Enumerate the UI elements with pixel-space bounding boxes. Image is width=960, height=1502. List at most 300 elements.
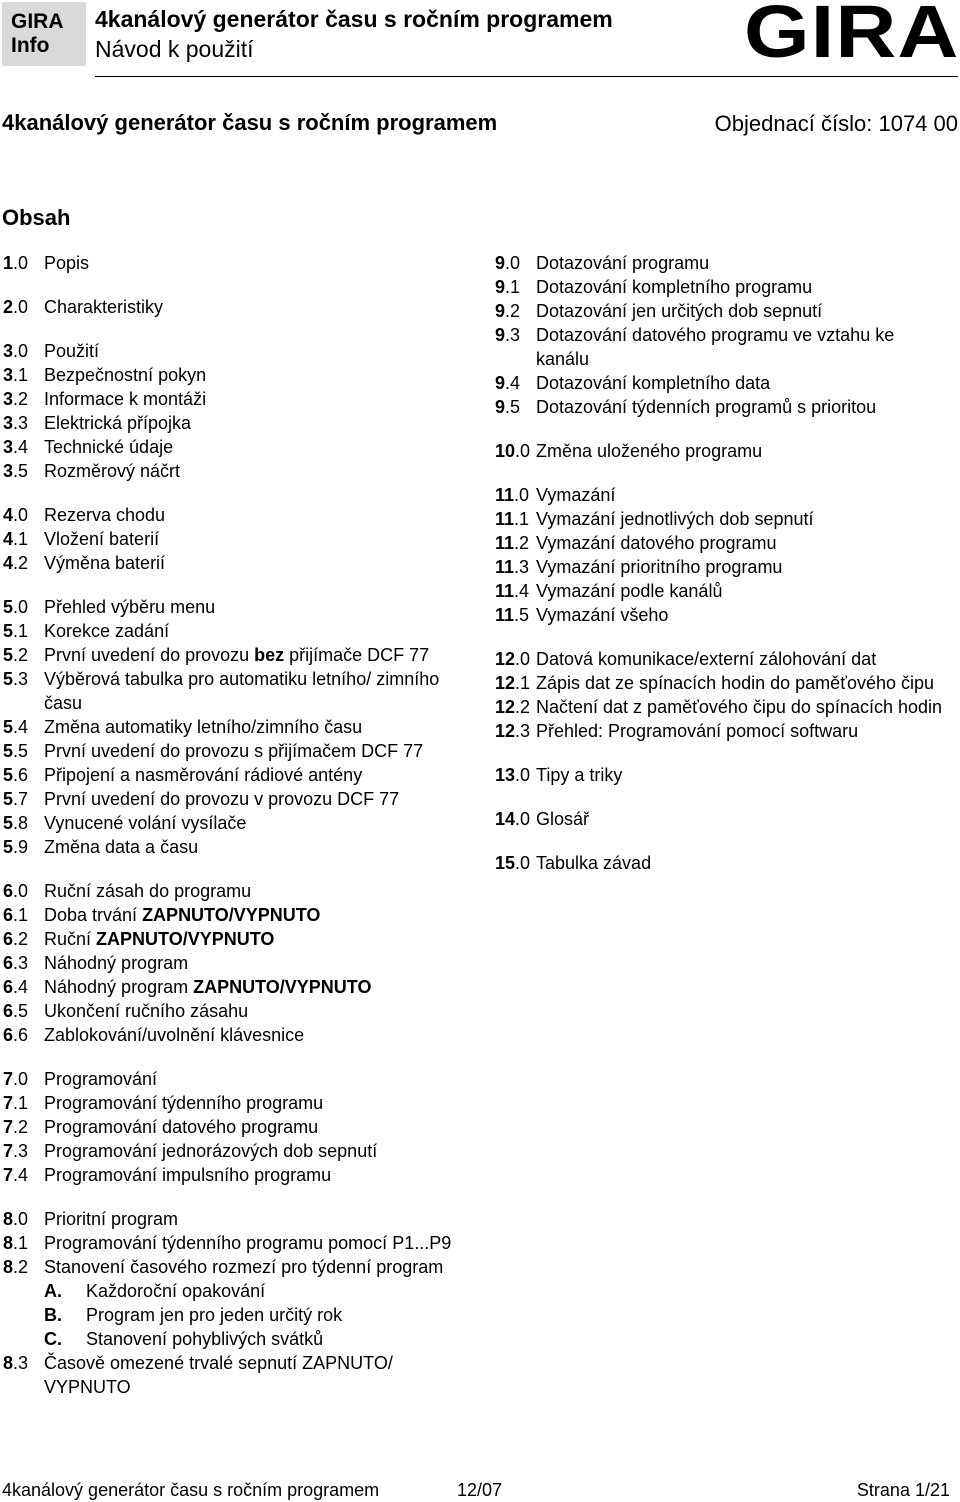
toc-entry-text <box>44 927 473 951</box>
toc-entry-number <box>3 527 44 551</box>
toc-entry[interactable] <box>3 251 473 275</box>
toc-entry-label: Ruční <box>44 929 97 949</box>
toc-entry-label: Vymazání datového programu <box>536 533 777 553</box>
toc-entry[interactable] <box>3 1163 473 1187</box>
toc-number-minor: .5 <box>505 397 521 417</box>
toc-entry-text <box>44 787 473 811</box>
toc-number-minor: .3 <box>505 325 521 345</box>
toc-entry-number <box>495 579 536 603</box>
toc-entry-text <box>44 411 473 435</box>
toc-entry-number <box>3 999 44 1023</box>
toc-number-minor: .1 <box>515 673 531 693</box>
toc-entry-label: Programování týdenního programu pomocí P1...P9 <box>44 1233 452 1253</box>
toc-entry-number <box>3 595 44 619</box>
toc-entry[interactable] <box>495 763 950 787</box>
toc-number-minor: .2 <box>515 697 531 717</box>
toc-entry-number <box>3 835 44 859</box>
toc-section <box>3 503 473 575</box>
header-title-line-1: 4kanálový generátor času s ročním programem <box>95 6 613 32</box>
toc-number-minor: .0 <box>515 853 531 873</box>
toc-number-minor: .4 <box>13 437 29 457</box>
toc-entry-number <box>3 1091 44 1115</box>
toc-entry[interactable] <box>495 851 950 875</box>
toc-entry[interactable] <box>3 387 473 411</box>
toc-entry-number <box>3 503 44 527</box>
toc-entry-text <box>536 531 950 555</box>
toc-entry-text <box>536 251 950 275</box>
toc-number-minor: .0 <box>515 441 531 461</box>
header-divider <box>95 76 958 77</box>
toc-number-minor: .4 <box>514 581 530 601</box>
toc-entry-label: Dotazování jen určitých dob sepnutí <box>536 301 823 321</box>
toc-number-minor: .0 <box>13 297 29 317</box>
toc-entry[interactable] <box>495 483 950 507</box>
toc-entry-number <box>3 811 44 835</box>
toc-entry-text <box>44 1067 473 1091</box>
toc-entry-label: Použití <box>44 341 100 361</box>
toc-entry[interactable] <box>3 835 473 859</box>
toc-entry-label: Přehled výběru menu <box>44 597 216 617</box>
toc-number-major: 9 <box>495 253 506 273</box>
toc-entry[interactable] <box>3 595 473 619</box>
toc-entry[interactable] <box>3 435 473 459</box>
toc-entry[interactable] <box>3 1139 473 1163</box>
toc-entry-label: Stanovení časového rozmezí pro týdenní program <box>44 1257 444 1277</box>
toc-number-major: 7 <box>3 1117 14 1137</box>
toc-entry-number <box>3 251 44 275</box>
toc-number-major: 8 <box>3 1257 14 1277</box>
toc-number-major: 6 <box>3 1001 14 1021</box>
toc-entry-text <box>44 1091 473 1115</box>
toc-entry-number <box>3 763 44 787</box>
toc-section <box>495 251 950 419</box>
toc-number-minor: .0 <box>13 505 29 525</box>
toc-entry-number <box>3 903 44 927</box>
toc-entry-number <box>3 787 44 811</box>
toc-entry-label: Programování týdenního programu <box>44 1093 324 1113</box>
toc-entry[interactable] <box>3 551 473 575</box>
toc-entry-label: Bezpečnostní pokyn <box>44 365 207 385</box>
toc-entry-label: Vložení baterií <box>44 529 160 549</box>
toc-number-major: 5 <box>3 741 14 761</box>
toc-entry-label: Načtení dat z paměťového čipu do spínacích hodin <box>536 697 943 717</box>
toc-entry-text <box>44 999 473 1023</box>
toc-entry-number <box>3 387 44 411</box>
toc-entry-number <box>495 531 536 555</box>
toc-entry-label: Rezerva chodu <box>44 505 166 525</box>
toc-entry[interactable] <box>495 323 950 371</box>
toc-entry[interactable] <box>495 371 950 395</box>
toc-entry-label: Vymazání prioritního programu <box>536 557 783 577</box>
toc-entry-text <box>44 1023 473 1047</box>
toc-entry-label: Vymazání <box>536 485 616 505</box>
toc-entry-text <box>536 439 950 463</box>
toc-section <box>495 483 950 627</box>
toc-entry[interactable] <box>3 1231 473 1255</box>
toc-entry-label: Časově omezené trvalé sepnutí ZAPNUTO/ VYPNUTO <box>44 1353 393 1397</box>
toc-subentry[interactable] <box>3 1303 473 1327</box>
gira-logo: GIRA <box>744 0 960 73</box>
toc-number-major: 2 <box>3 297 14 317</box>
toc-number-major: 5 <box>3 717 14 737</box>
toc-number-major: 1 <box>3 253 14 273</box>
toc-entry-number <box>495 555 536 579</box>
toc-section <box>495 851 950 875</box>
toc-number-minor: .5 <box>13 741 29 761</box>
toc-entry-number <box>3 619 44 643</box>
toc-entry-label: Datová komunikace/externí zálohování dat <box>536 649 877 669</box>
toc-number-minor: .2 <box>13 1117 29 1137</box>
toc-subentry-letter: A. <box>44 1281 62 1301</box>
toc-entry-number <box>495 671 536 695</box>
toc-number-major: 8 <box>3 1353 14 1373</box>
toc-entry-text <box>44 1255 473 1279</box>
toc-number-minor: .4 <box>13 977 29 997</box>
toc-entry-label: Programování jednorázových dob sepnutí <box>44 1141 378 1161</box>
toc-entry[interactable] <box>495 579 950 603</box>
toc-entry-number <box>3 667 44 715</box>
toc-entry-emphasis: ZAPNUTO/VYPNUTO <box>142 905 321 925</box>
toc-entry-text <box>44 435 473 459</box>
toc-entry-number <box>495 695 536 719</box>
toc-entry-label: Prioritní program <box>44 1209 179 1229</box>
toc-entry[interactable] <box>3 739 473 763</box>
toc-entry-label: Rozměrový náčrt <box>44 461 181 481</box>
toc-number-major: 13 <box>495 765 516 785</box>
toc-number-minor: .0 <box>515 809 531 829</box>
toc-number-major: 12 <box>495 673 516 693</box>
toc-section <box>3 295 473 319</box>
toc-entry-number <box>495 603 536 627</box>
toc-entry-label: Náhodný program <box>44 977 194 997</box>
toc-number-minor: .7 <box>13 789 29 809</box>
toc-entry[interactable] <box>3 879 473 903</box>
toc-entry-text <box>44 951 473 975</box>
toc-entry-text <box>536 555 950 579</box>
toc-entry-number <box>495 763 536 787</box>
toc-entry[interactable] <box>3 1091 473 1115</box>
toc-entry-text <box>44 763 473 787</box>
toc-entry-text <box>44 251 473 275</box>
toc-entry-text <box>44 739 473 763</box>
toc-number-major: 14 <box>495 809 516 829</box>
toc-entry[interactable] <box>495 555 950 579</box>
toc-number-minor: .3 <box>514 557 530 577</box>
toc-entry[interactable] <box>3 619 473 643</box>
toc-number-major: 5 <box>3 789 14 809</box>
toc-entry[interactable] <box>3 975 473 999</box>
toc-entry-label: Výměna baterií <box>44 553 166 573</box>
toc-number-major: 12 <box>495 721 516 741</box>
toc-entry[interactable] <box>495 251 950 275</box>
toc-number-major: 8 <box>3 1209 14 1229</box>
toc-entry[interactable] <box>495 647 950 671</box>
toc-entry-text <box>44 619 473 643</box>
toc-entry-number <box>3 1255 44 1279</box>
toc-entry-number <box>3 1023 44 1047</box>
toc-right-column <box>495 251 950 895</box>
header-title-line-2: Návod k použití <box>95 36 254 62</box>
toc-entry-number <box>3 715 44 739</box>
toc-number-major: 12 <box>495 697 516 717</box>
toc-entry[interactable] <box>3 411 473 435</box>
toc-number-major: 7 <box>3 1165 14 1185</box>
toc-number-minor: .2 <box>13 553 29 573</box>
toc-entry[interactable] <box>495 695 950 719</box>
toc-number-minor: .5 <box>13 461 29 481</box>
toc-number-major: 5 <box>3 645 14 665</box>
toc-entry-label: Připojení a nasměrování rádiové antény <box>44 765 363 785</box>
footer-page-number: Strana 1/21 <box>856 1480 950 1500</box>
toc-number-minor: .0 <box>514 485 530 505</box>
toc-entry-text <box>44 1231 473 1255</box>
toc-entry-label: Korekce zadání <box>44 621 170 641</box>
toc-entry-number <box>3 1207 44 1231</box>
toc-entry-emphasis: ZAPNUTO/VYPNUTO <box>193 977 372 997</box>
toc-number-major: 5 <box>3 621 14 641</box>
toc-entry-text <box>44 595 473 619</box>
toc-number-minor: .2 <box>505 301 521 321</box>
toc-number-major: 9 <box>495 277 506 297</box>
toc-subentry-text: Stanovení pohyblivých svátků <box>86 1329 324 1349</box>
toc-number-major: 5 <box>3 765 14 785</box>
toc-entry[interactable] <box>495 439 950 463</box>
toc-number-minor: .0 <box>505 253 521 273</box>
toc-section <box>3 1207 473 1399</box>
toc-number-minor: .2 <box>13 929 29 949</box>
toc-entry-label: Zápis dat ze spínacích hodin do paměťového čipu <box>536 673 935 693</box>
toc-entry-text <box>44 1115 473 1139</box>
toc-entry[interactable] <box>495 395 950 419</box>
toc-number-major: 5 <box>3 597 14 617</box>
badge-line-2: Info <box>11 34 50 57</box>
toc-number-major: 4 <box>3 553 14 573</box>
toc-number-major: 6 <box>3 1025 14 1045</box>
toc-entry-text <box>44 1163 473 1187</box>
toc-entry-text <box>44 551 473 575</box>
toc-number-major: 3 <box>3 461 14 481</box>
toc-number-minor: .3 <box>515 721 531 741</box>
toc-entry-label: Náhodný program <box>44 953 189 973</box>
toc-entry-label: Charakteristiky <box>44 297 164 317</box>
toc-number-major: 5 <box>3 813 14 833</box>
toc-entry-number <box>3 459 44 483</box>
toc-entry[interactable] <box>495 299 950 323</box>
toc-number-minor: .2 <box>13 389 29 409</box>
toc-entry-text <box>536 299 950 323</box>
toc-number-minor: .1 <box>13 1233 29 1253</box>
toc-entry[interactable] <box>495 531 950 555</box>
toc-subentry-text: Každoroční opakování <box>86 1281 266 1301</box>
toc-entry-number <box>3 1231 44 1255</box>
toc-number-minor: .1 <box>505 277 521 297</box>
toc-section <box>495 647 950 743</box>
toc-entry-number <box>3 435 44 459</box>
toc-entry-text <box>536 275 950 299</box>
toc-number-major: 11 <box>495 485 515 505</box>
toc-entry-label: Popis <box>44 253 90 273</box>
toc-entry[interactable] <box>3 1207 473 1231</box>
toc-entry-number <box>3 1139 44 1163</box>
toc-entry[interactable] <box>3 339 473 363</box>
toc-number-major: 11 <box>495 581 515 601</box>
toc-entry-number <box>495 371 536 395</box>
toc-entry-number <box>3 1351 44 1399</box>
toc-number-major: 11 <box>495 509 515 529</box>
toc-subentry-letter: C. <box>44 1329 62 1349</box>
toc-entry[interactable] <box>495 807 950 831</box>
header-title <box>95 4 613 64</box>
toc-entry-number <box>495 719 536 743</box>
toc-entry[interactable] <box>495 603 950 627</box>
toc-entry-text <box>44 1207 473 1231</box>
toc-entry[interactable] <box>3 715 473 739</box>
toc-entry-text <box>44 811 473 835</box>
badge-line-1: GIRA <box>11 10 64 33</box>
toc-entry[interactable] <box>3 1255 473 1279</box>
toc-entry[interactable] <box>495 719 950 743</box>
toc-entry-text <box>536 603 950 627</box>
toc-number-minor: .0 <box>13 597 29 617</box>
toc-entry-number <box>495 439 536 463</box>
toc-entry[interactable] <box>3 667 473 715</box>
toc-entry[interactable] <box>3 503 473 527</box>
toc-entry[interactable] <box>3 951 473 975</box>
toc-entry-label: Dotazování kompletního programu <box>536 277 813 297</box>
toc-entry-text <box>44 835 473 859</box>
toc-entry-text <box>536 719 950 743</box>
toc-entry[interactable] <box>3 1067 473 1091</box>
toc-number-minor: .0 <box>13 881 29 901</box>
toc-entry-text <box>536 507 950 531</box>
toc-number-major: 4 <box>3 529 14 549</box>
toc-entry[interactable] <box>3 811 473 835</box>
toc-entry-text <box>536 483 950 507</box>
toc-entry-text <box>44 459 473 483</box>
toc-entry-text <box>536 395 950 419</box>
toc-entry-number <box>495 851 536 875</box>
toc-number-major: 11 <box>495 605 515 625</box>
order-number: Objednací číslo: 1074 00 <box>714 111 958 136</box>
toc-number-major: 15 <box>495 853 516 873</box>
toc-entry-label: Vymazání jednotlivých dob sepnutí <box>536 509 814 529</box>
footer-date: 12/07 <box>457 1480 503 1500</box>
toc-entry-text <box>536 763 950 787</box>
toc-entry-number <box>3 879 44 903</box>
toc-number-minor: .1 <box>13 621 29 641</box>
toc-entry-text <box>44 503 473 527</box>
toc-section <box>3 251 473 275</box>
toc-number-minor: .6 <box>13 765 29 785</box>
toc-number-major: 11 <box>495 533 515 553</box>
toc-entry-label: Dotazování týdenních programů s prioritou <box>536 397 877 417</box>
toc-number-minor: .9 <box>13 837 29 857</box>
toc-number-major: 5 <box>3 837 14 857</box>
toc-entry-number <box>3 975 44 999</box>
toc-entry[interactable] <box>495 507 950 531</box>
toc-entry-number <box>495 323 536 371</box>
toc-entry-label: Glosář <box>536 809 590 829</box>
toc-entry-text <box>536 851 950 875</box>
toc-entry-text <box>44 363 473 387</box>
toc-entry[interactable] <box>3 1115 473 1139</box>
toc-section <box>3 339 473 483</box>
toc-entry[interactable] <box>495 671 950 695</box>
toc-entry[interactable] <box>3 459 473 483</box>
toc-entry[interactable] <box>3 363 473 387</box>
toc-entry[interactable] <box>3 295 473 319</box>
toc-entry-text <box>44 1139 473 1163</box>
toc-entry-label: Změna uloženého programu <box>536 441 763 461</box>
toc-entry-text <box>44 527 473 551</box>
toc-entry-label: Vymazání všeho <box>536 605 669 625</box>
toc-entry-number <box>3 739 44 763</box>
toc-entry[interactable] <box>3 1023 473 1047</box>
toc-number-minor: .3 <box>13 669 29 689</box>
toc-number-minor: .1 <box>13 1093 29 1113</box>
toc-section <box>495 807 950 831</box>
toc-number-major: 3 <box>3 413 14 433</box>
toc-entry-label: První uvedení do provozu v provozu DCF 77 <box>44 789 400 809</box>
toc-number-minor: .2 <box>13 1257 29 1277</box>
toc-entry-number <box>3 1067 44 1091</box>
toc-number-major: 8 <box>3 1233 14 1253</box>
toc-number-minor: .8 <box>13 813 29 833</box>
toc-entry[interactable] <box>3 927 473 951</box>
toc-subentry[interactable] <box>3 1279 473 1303</box>
toc-entry-number <box>495 395 536 419</box>
toc-entry[interactable] <box>3 787 473 811</box>
toc-entry[interactable] <box>3 643 473 667</box>
toc-entry[interactable] <box>3 763 473 787</box>
toc-number-minor: .3 <box>13 1353 29 1373</box>
toc-entry[interactable] <box>3 903 473 927</box>
toc-entry-text <box>44 295 473 319</box>
toc-section <box>495 763 950 787</box>
toc-section <box>3 595 473 859</box>
toc-entry-label: Tabulka závad <box>536 853 652 873</box>
toc-subentry[interactable] <box>3 1327 473 1351</box>
toc-entry[interactable] <box>3 527 473 551</box>
toc-entry-text <box>44 667 473 715</box>
toc-number-minor: .1 <box>13 905 29 925</box>
toc-number-minor: .2 <box>514 533 530 553</box>
toc-number-minor: .4 <box>13 1165 29 1185</box>
toc-number-minor: .1 <box>514 509 530 529</box>
toc-entry-number <box>3 363 44 387</box>
toc-entry-label: Změna data a času <box>44 837 199 857</box>
toc-entry[interactable] <box>3 1351 473 1399</box>
toc-entry[interactable] <box>3 999 473 1023</box>
toc-entry-label: Vynucené volání vysílače <box>44 813 247 833</box>
gira-info-badge <box>2 2 86 66</box>
toc-entry-label: Změna automatiky letního/zimního času <box>44 717 363 737</box>
toc-entry-text <box>536 579 950 603</box>
toc-number-major: 7 <box>3 1093 14 1113</box>
toc-entry-label: Výběrová tabulka pro automatiku letního/ zimního času <box>44 669 440 713</box>
toc-entry-text <box>44 1351 473 1399</box>
toc-entry-emphasis: bez <box>254 645 285 665</box>
toc-left-column <box>3 251 473 1419</box>
toc-entry-text <box>44 975 473 999</box>
toc-number-minor: .0 <box>515 649 531 669</box>
toc-entry-text <box>44 339 473 363</box>
toc-number-major: 9 <box>495 325 506 345</box>
toc-entry-text <box>536 807 950 831</box>
toc-subentry-letter: B. <box>44 1305 62 1325</box>
toc-entry[interactable] <box>495 275 950 299</box>
toc-number-major: 5 <box>3 669 14 689</box>
